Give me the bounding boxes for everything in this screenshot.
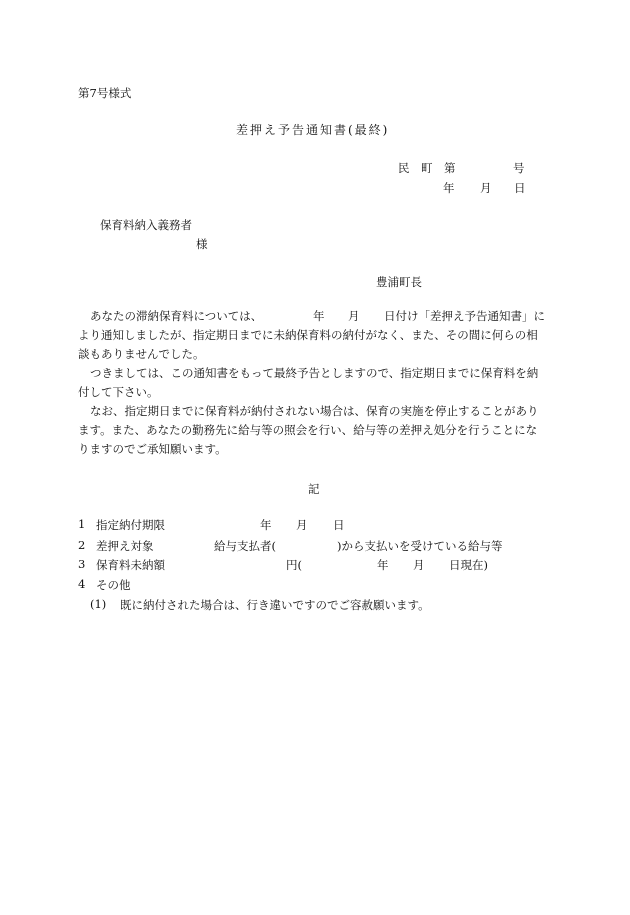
ref-day: 日 xyxy=(514,181,526,195)
body-p1-line3: 談もありませんでした。 xyxy=(78,347,205,361)
item2-label: 差押え対象 xyxy=(96,539,154,553)
body-p1-line1-a: あなたの滞納保育料については、 xyxy=(90,309,263,323)
addressee-honorific: 様 xyxy=(196,237,208,251)
item3-year: 年 xyxy=(377,558,389,572)
body-p1-line1-b: 日付け「差押え予告通知書」に xyxy=(384,309,545,323)
item1-number: 1 xyxy=(78,517,86,531)
ki-heading: 記 xyxy=(308,482,320,496)
body-p1-line1-year: 年 xyxy=(313,309,325,323)
body-p2-line1: つきましては、この通知書をもって最終予告としますので、指定期日までに保育料を納 xyxy=(90,366,539,380)
document-title: 差押え予告通知書(最終) xyxy=(236,123,390,137)
item4-number: 4 xyxy=(78,577,86,591)
item4-label: その他 xyxy=(96,578,131,592)
item3-label: 保育料未納額 xyxy=(96,558,165,572)
item3-month: 月 xyxy=(413,558,425,572)
ref-suffix: 号 xyxy=(513,161,525,175)
body-p3-line2: ます。また、あなたの勤務先に給与等の照会を行い、給与等の差押え処分を行うことにな xyxy=(78,423,538,437)
item2-payer: 給与支払者( xyxy=(214,539,276,553)
body-p1-line1-month: 月 xyxy=(348,309,360,323)
item1-day: 日 xyxy=(333,518,345,532)
item1-label: 指定納付期限 xyxy=(96,518,165,532)
body-p3-line3: りますのでご承知願います。 xyxy=(78,442,227,456)
sender: 豊浦町長 xyxy=(376,275,422,289)
item3-day: 日現在) xyxy=(449,558,488,572)
ref-year: 年 xyxy=(443,181,455,195)
item1-year: 年 xyxy=(260,518,272,532)
body-p2-line2: 付して下さい。 xyxy=(78,385,159,399)
ref-month: 月 xyxy=(480,181,492,195)
item2-rest: )から支払いを受けている給与等 xyxy=(337,539,503,553)
item2-number: 2 xyxy=(78,538,86,552)
body-p3-line1: なお、指定期日までに保育料が納付されない場合は、保育の実施を停止することがあり xyxy=(90,404,539,418)
subitem1-number: (1) xyxy=(90,597,107,611)
ref-prefix: 民 町 第 xyxy=(398,161,456,175)
item3-number: 3 xyxy=(78,557,86,571)
subitem1-text: 既に納付された場合は、行き違いですのでご容赦願います。 xyxy=(120,598,430,612)
item1-month: 月 xyxy=(296,518,308,532)
item3-yen: 円( xyxy=(286,558,302,572)
body-p1-line2: より通知しましたが、指定期日までに未納保育料の納付がなく、また、その間に何らの相 xyxy=(78,328,538,342)
form-number: 第7号様式 xyxy=(78,86,132,100)
addressee-role: 保育料納入義務者 xyxy=(100,218,192,232)
